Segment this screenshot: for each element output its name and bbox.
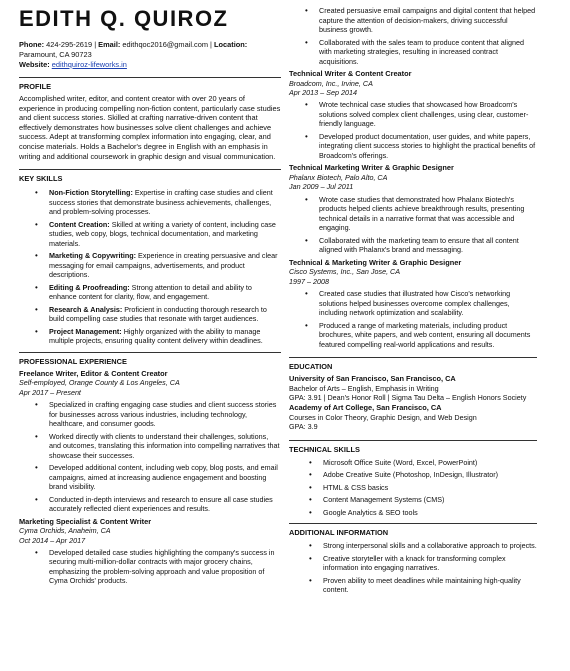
job-title: Technical & Marketing Writer & Graphic Designer <box>289 257 462 267</box>
job-dates: Apr 2013 – Sep 2014 <box>289 88 357 97</box>
job-dates: Apr 2017 – Present <box>19 387 81 397</box>
experience-heading: PROFESSIONAL EXPERIENCE <box>19 356 127 366</box>
education-list <box>289 374 537 432</box>
skill-label: Non-Fiction Storytelling: <box>49 188 133 198</box>
technical-list <box>289 458 537 518</box>
contact-info: Phone: 424-295-2619 | Email: edithqoc2016@gmail.com | Location: Paramount, CA 90723 Website: edithquiroz-lifeworks.in <box>19 40 248 69</box>
profile-text: Accomplished writer, editor, and content creator with over 20 years of experience in producing compelling non-fiction content, particularly case studies and client success stories. Skilled at crafting narrative-driven content that effectively demonstrates how businesses solve client challenges and achieve success. Adept at transforming complex information into engaging, clear, and concise materials. Holds a Bachelor's degree in English with an emphasis in writing and additional coursework in graphic design and visual communication. <box>19 94 281 161</box>
skill-text: Highly organized with the ability to manage multiple projects, ensuring quality content delivery within deadlines. <box>49 326 263 346</box>
job-entry <box>289 163 537 254</box>
skill-item <box>19 283 281 302</box>
skill-text: Proficient in conducting thorough research to build compelling case studies that resonate with target audiences. <box>49 304 267 324</box>
skills-list <box>19 188 281 346</box>
additional-info-item: • Creative storyteller with a knack for transforming complex information into engaging narratives. <box>289 554 537 573</box>
email-value: edithqoc2016@gmail.com <box>122 40 208 49</box>
education-section <box>289 357 537 432</box>
job-bullet: • Created persuasive email campaigns and digital content that helped capture the attention of decision-makers, driving successful business growth. <box>289 6 537 35</box>
skills-heading: KEY SKILLS <box>19 174 63 184</box>
job-bullet: • Wrote technical case studies that showcased how Broadcom's solutions solved complex client challenges, using clear, customer-friendly language. <box>289 100 537 129</box>
candidate-name: EDITH Q. QUIROZ <box>19 6 229 31</box>
technical-skill-item: • Microsoft Office Suite (Word, Excel, PowerPoint) <box>289 458 537 468</box>
website-label: Website: <box>19 60 50 69</box>
experience-section <box>19 352 281 586</box>
additional-info-item: • Strong interpersonal skills and a collaborative approach to projects. <box>289 541 537 551</box>
job-bullets <box>19 548 281 586</box>
school-detail: Bachelor of Arts – English, Emphasis in Writing <box>289 383 439 393</box>
phone-label: Phone: <box>19 40 45 49</box>
additional-section <box>289 523 537 595</box>
skill-text: Skilled at writing a variety of content, including case studies, web copy, blogs, technical documentation, and marketing materials. <box>49 219 276 248</box>
school-detail: Courses in Color Theory, Graphic Design, and Web Design <box>289 412 477 422</box>
email-label: Email: <box>98 40 121 49</box>
job-title: Marketing Specialist & Content Writer <box>19 516 152 526</box>
job-entry <box>19 369 281 514</box>
job-bullet: • Worked directly with clients to understand their challenges, solutions, and outcomes, translating this information into compelling narratives that showcase their successes. <box>19 432 281 461</box>
job-bullet: • Developed product documentation, user guides, and white papers, integrating client success stories to highlight the practical benefits of Broadcom's offerings. <box>289 132 537 161</box>
skill-label: Research & Analysis: <box>49 304 123 314</box>
job-entry <box>289 258 537 349</box>
job-bullet: • Developed additional content, including web copy, blog posts, and email campaigns, aimed at increasing audience engagement and boosting brand visibility. <box>19 463 281 492</box>
education-heading: EDUCATION <box>289 362 333 372</box>
location-value: Paramount, CA 90723 <box>19 50 92 59</box>
job-company: Phalanx Biotech, Palo Alto, CA <box>289 173 388 182</box>
job-entry <box>19 517 281 586</box>
job-bullets <box>289 100 537 160</box>
job-title: Technical Marketing Writer & Graphic Designer <box>289 163 454 173</box>
skill-text: Strong attention to detail and ability to enhance content for clarity, flow, and engagement. <box>49 282 252 302</box>
technical-heading: TECHNICAL SKILLS <box>289 444 360 454</box>
job-entry <box>289 69 537 160</box>
job-bullet: • Created case studies that illustrated how Cisco's networking solutions helped businesses overcome complex challenges, including network optimization and scalability. <box>289 289 537 318</box>
job-bullet: • Developed detailed case studies highlighting the company's success in securing multi-million-dollar contracts with major grocery chains, emphasizing the problem-solving approach and value proposition of Cyma Orchids' products. <box>19 548 281 586</box>
technical-skill-item: • HTML & CSS basics <box>289 483 537 493</box>
additional-heading: ADDITIONAL INFORMATION <box>289 528 389 538</box>
job-dates: Jan 2009 – Jul 2011 <box>289 182 354 192</box>
job-bullet: • Collaborated with the sales team to produce content that aligned with marketing strategies, resulting in increased contract acquisitions. <box>289 38 537 67</box>
job-continued-bullets <box>289 6 537 66</box>
skill-item <box>19 251 281 280</box>
skill-item <box>19 305 281 324</box>
job-bullets <box>289 195 537 255</box>
skill-item <box>19 188 281 217</box>
school-detail: GPA: 3.9 <box>289 422 318 432</box>
jobs-left <box>19 369 281 586</box>
job-dates: 1997 – 2008 <box>289 276 329 286</box>
job-bullets <box>289 289 537 349</box>
skill-item <box>19 327 281 346</box>
skill-item <box>19 220 281 249</box>
job-title: Freelance Writer, Editor & Content Creator <box>19 368 168 378</box>
technical-skill-item: • Content Management Systems (CMS) <box>289 495 537 505</box>
job-title: Technical Writer & Content Creator <box>289 69 412 78</box>
location-label: Location: <box>214 40 248 49</box>
phone-value: 424-295-2619 <box>46 40 93 49</box>
additional-info-item: • Proven ability to meet deadlines while maintaining high-quality content. <box>289 576 537 595</box>
job-bullet: • Collaborated with the marketing team to ensure that all content aligned with Phalanx's brand and messaging. <box>289 236 537 255</box>
school-name: Academy of Art College, San Francisco, CA <box>289 403 442 412</box>
technical-skill-item: • Google Analytics & SEO tools <box>289 508 537 518</box>
technical-skill-item: • Adobe Creative Suite (Photoshop, InDesign, Illustrator) <box>289 470 537 480</box>
profile-section <box>19 77 281 161</box>
job-company: Broadcom, Inc., Irvine, CA <box>289 78 373 88</box>
job-company: Cisco Systems, Inc., San Jose, CA <box>289 267 401 277</box>
job-bullet: • Conducted in-depth interviews and research to ensure all case studies accurately reflected client experiences and results. <box>19 495 281 514</box>
technical-section <box>289 440 537 518</box>
job-bullet: • Wrote case studies that demonstrated how Phalanx Biotech's products helped clients achieve breakthrough results, presenting technical details in a narrative format that was accessible and engaging. <box>289 195 537 233</box>
school-detail: GPA: 3.91 | Dean's Honor Roll | Sigma Tau Delta – English Honors Society <box>289 393 527 403</box>
skill-text: Expertise in crafting case studies and client success stories that demonstrate business achievements, challenges, and problem-solving processes. <box>49 188 273 217</box>
skill-label: Editing & Proofreading: <box>49 282 130 292</box>
jobs-right <box>289 69 537 349</box>
left-column <box>19 6 281 589</box>
skills-section <box>19 169 281 346</box>
right-column <box>289 6 537 598</box>
job-bullet: • Specialized in crafting engaging case studies and client success stories for businesses across various industries, including technology, healthcare, and consumer goods. <box>19 400 281 429</box>
skill-label: Project Management: <box>49 326 122 336</box>
skill-label: Content Creation: <box>49 219 110 229</box>
website-link[interactable]: edithquiroz-lifeworks.in <box>51 60 127 69</box>
job-bullets <box>19 400 281 514</box>
skill-label: Marketing & Copywriting: <box>49 251 137 261</box>
job-company: Cyma Orchids, Anaheim, CA <box>19 526 111 536</box>
additional-list <box>289 541 537 595</box>
job-dates: Oct 2014 – Apr 2017 <box>19 535 86 545</box>
profile-heading: PROFILE <box>19 82 52 91</box>
job-company: Self-employed, Orange County & Los Angeles, CA <box>19 378 180 388</box>
job-bullet: • Produced a range of marketing materials, including product brochures, white papers, and web content, ensuring all documents featured compelling real-world applications and results. <box>289 321 537 350</box>
school-name: University of San Francisco, San Francisco, CA <box>289 374 456 384</box>
skill-text: Experience in creating persuasive and clear messaging for email campaigns, advertisements, and product descriptions. <box>49 251 278 280</box>
